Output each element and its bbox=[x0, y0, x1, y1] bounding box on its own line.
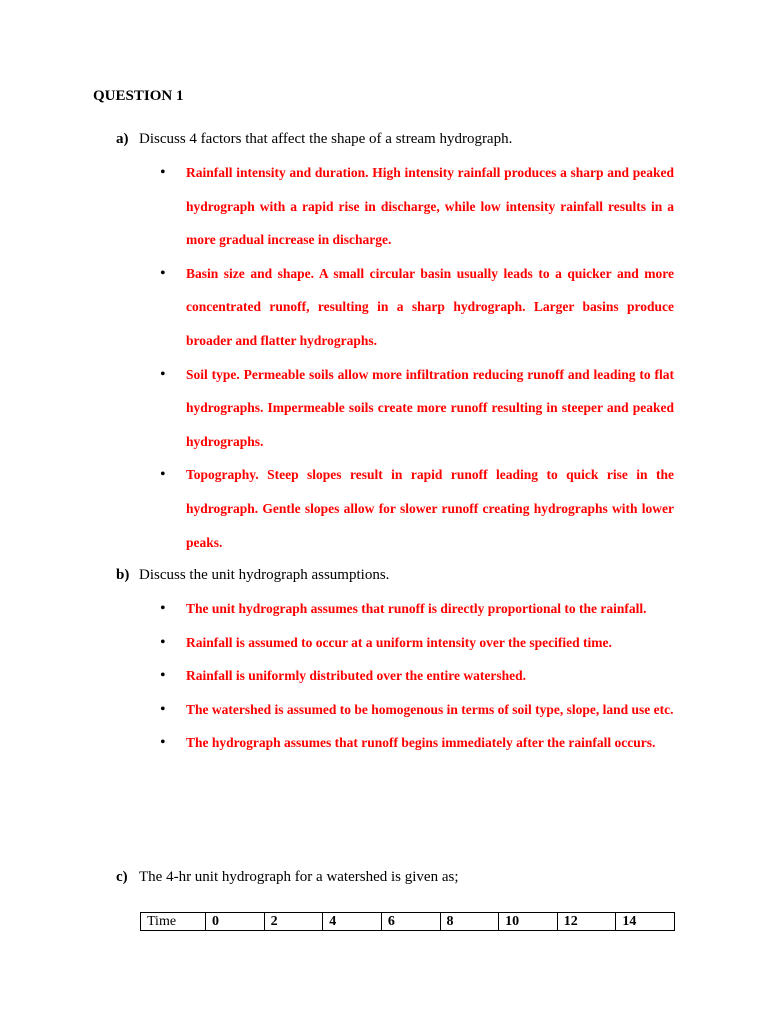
list-item: • Topography. Steep slopes result in rapid runoff leading to quick rise in the hydrograph. Gentle slopes allow for slower runoff creating hydrographs with lower peaks. bbox=[186, 458, 674, 559]
part-b-text: Discuss the unit hydrograph assumptions. bbox=[139, 567, 390, 583]
list-item: • Basin size and shape. A small circular basin usually leads to a quicker and more concentrated runoff, resulting in a sharp hydrograph. Larger basins produce broader and flatter hydrographs. bbox=[186, 257, 674, 358]
list-item: • The watershed is assumed to be homogenous in terms of soil type, slope, land use etc. bbox=[186, 693, 674, 727]
part-b-label: b) bbox=[116, 567, 130, 583]
part-b-answer-list bbox=[186, 592, 674, 760]
table-row bbox=[141, 913, 675, 931]
part-a-label: a) bbox=[116, 131, 129, 147]
question-title: QUESTION 1 bbox=[93, 88, 184, 104]
part-c-text: The 4-hr unit hydrograph for a watershed is given as; bbox=[139, 869, 459, 885]
table-cell: 4 bbox=[323, 913, 382, 931]
table-cell: 6 bbox=[381, 913, 440, 931]
unit-hydrograph-table bbox=[140, 912, 675, 931]
list-item: • Soil type. Permeable soils allow more infiltration reducing runoff and leading to flat hydrographs. Impermeable soils create more runoff resulting in steeper and peaked hydrographs. bbox=[186, 358, 674, 459]
table-cell: 8 bbox=[440, 913, 499, 931]
list-item: • Rainfall is assumed to occur at a uniform intensity over the specified time. bbox=[186, 626, 674, 660]
part-c-label: c) bbox=[116, 869, 128, 885]
table-cell: 10 bbox=[499, 913, 558, 931]
table-cell: 12 bbox=[557, 913, 616, 931]
list-item: • Rainfall intensity and duration. High intensity rainfall produces a sharp and peaked hydrograph with a rapid rise in discharge, while low intensity rainfall results in a more gradual increase in discharge. bbox=[186, 156, 674, 257]
list-item: • The hydrograph assumes that runoff begins immediately after the rainfall occurs. bbox=[186, 726, 674, 760]
table-cell: 14 bbox=[616, 913, 675, 931]
part-b-prompt bbox=[116, 567, 389, 584]
table-cell: 0 bbox=[206, 913, 265, 931]
part-a-answer-list bbox=[186, 156, 674, 559]
part-c-prompt bbox=[116, 869, 459, 886]
part-a-text: Discuss 4 factors that affect the shape of a stream hydrograph. bbox=[139, 131, 513, 147]
list-item: • The unit hydrograph assumes that runoff is directly proportional to the rainfall. bbox=[186, 592, 674, 626]
list-item: • Rainfall is uniformly distributed over the entire watershed. bbox=[186, 659, 674, 693]
table-cell: 2 bbox=[264, 913, 323, 931]
part-a-prompt bbox=[116, 131, 512, 148]
table-row-header: Time bbox=[141, 913, 206, 931]
